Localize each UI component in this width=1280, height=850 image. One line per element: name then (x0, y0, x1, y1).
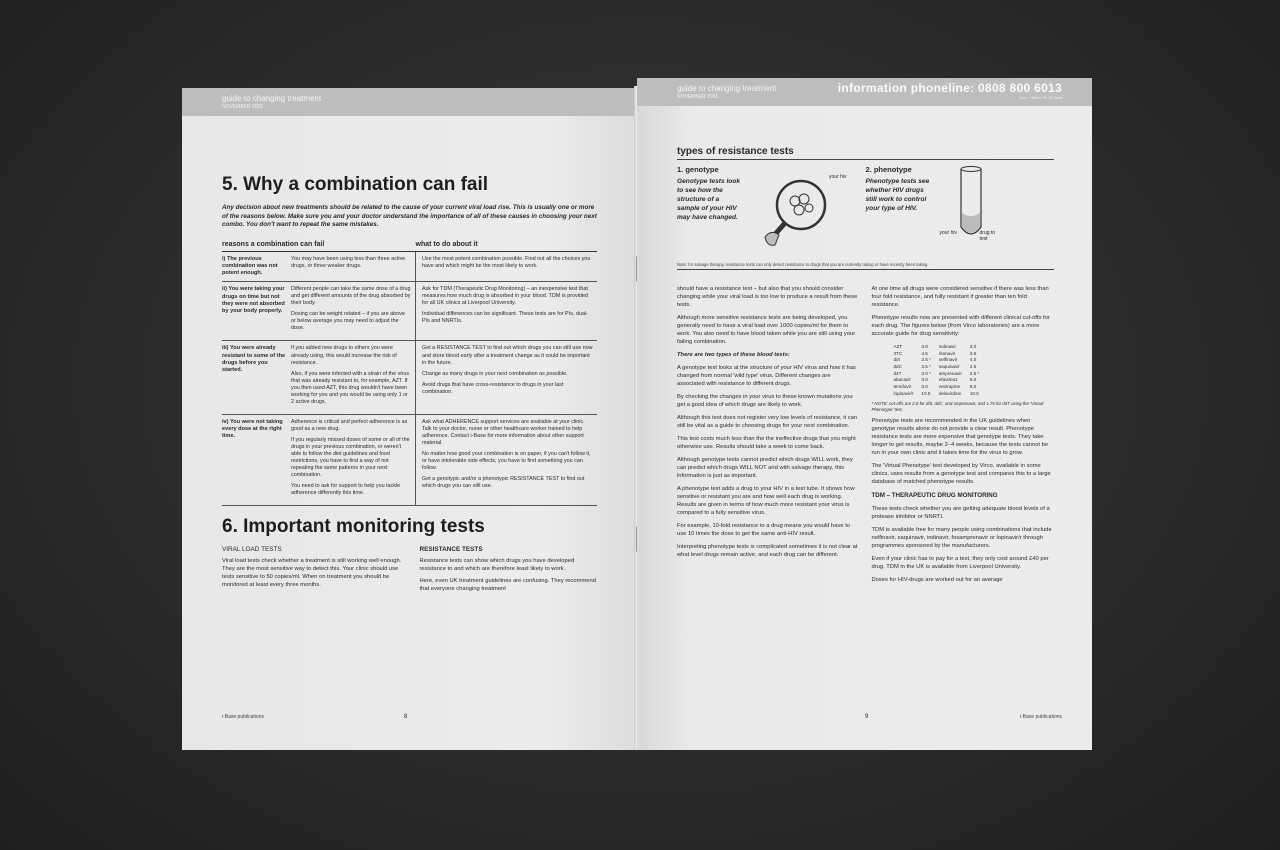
paragraph: The 'Virtual Phenotype' test developed by Virco, available in some clinics, uses results from a genotype test and compares this to a large database of matched phenotype results. (871, 463, 1051, 486)
row-detail (291, 414, 416, 505)
right-column-1 (677, 286, 860, 590)
detail-text: Dosing can be weight related – if you are above or below average you may need to adjust the dose. (291, 311, 405, 332)
cutoff-note: * NOTE: cut-offs are 2.0 for ddI, ddC, and amprenavir, and 1.75 for d4T using the 'Virtual Phenotype' test. (871, 401, 1044, 413)
row-detail (291, 282, 416, 341)
phoneline-banner: information phoneline: 0808 800 6013 (837, 81, 1062, 95)
paragraph: A genotype test looks at the structure of your HIV virus and how it has changed from normal 'wild type' virus. Different changes are associated with resistance to different drugs. (677, 364, 856, 387)
paragraph: Phenotype results now are presented with different clinical cut-offs for each drug. The figures below (from Virco laboratories) are a more accurate guide for drug sensitivity: (871, 314, 1050, 337)
detail-text: Different people can take the same dose of a drug and get different amounts of the drug absorbed by their body. (291, 286, 411, 307)
resistance-text-2: Here, even UK treatment guidelines are confusing. They recommend that everyone changing treatment (419, 578, 596, 592)
drug-values-a: 4.0 4.5 3.5 * 3.5 * 3.0 * 3.0 3.0 10.0 (921, 343, 931, 396)
left-header-date: NOVEMBER 2001 (222, 104, 264, 110)
row-detail (291, 341, 416, 414)
detail-text: Also, if you were infected with a strain of the virus that was already resistant to, for example, AZT. If you then used AZT, this drug wouldn't have been working for you and you would be using only 1 or 2 active drugs. (291, 370, 410, 405)
drug-names-a: AZT 3TC ddI ddC d4T abacavir tenofovir lopinavir/r (893, 343, 914, 396)
genotype-heading: 1. genotype (677, 165, 719, 174)
action-text: Individual differences can be significant. These tests are for PIs, dual-PIs and NNRTIs. (422, 311, 588, 325)
genotype-description: Genotype tests look to see how the structure of a sample of your HIV may have changed. (677, 178, 741, 221)
paragraph: TDM is available free for many people using combinations that include nelfinavir, saquinavir, indinavir, fosamprenavir or lopinavir/r through programmes sponsored by the manufacturers. (871, 526, 1052, 549)
row-detail (291, 251, 416, 282)
paragraph: By checking the changes in your virus to these known mutations you get a good idea of which drugs are likely to work. (677, 393, 853, 408)
paragraph: Although this test does not register very low levels of resistance, it can still be vital as a guide to choosing drugs for your next combination. (677, 414, 858, 429)
magnifier-icon (759, 171, 849, 251)
detail-text: If you added new drugs to others you were already using, this would increase the risk of resistance. (291, 345, 397, 366)
row-action (416, 251, 598, 282)
paragraph: At one time all drugs were considered sensitive if there was less than four fold resistance, and fully resistant if greater than ten fold resistance. (871, 286, 1049, 308)
paragraph: Although more sensitive resistance tests are being developed, you generally need to have a viral load over 1000 copies/ml for them to work. You also need to have blood taken while you are still using your failing combination. (677, 314, 856, 345)
viral-load-column (222, 546, 402, 598)
paragraph: Even if your clinic has to pay for a test, they only cost around £40 per drug. TDM in the UK is available from Liverpool University. (871, 555, 1049, 570)
right-text-columns (677, 286, 1054, 590)
action-text: No matter how good your combination is on paper, if you can't follow it, or have intolerable side effects, you have to find something you can follow. (422, 450, 591, 471)
table-header-reasons: reasons a combination can fail (222, 238, 416, 252)
phoneline-hours: Mon • Wed • Fri 12-4pm (1019, 95, 1062, 100)
detail-text: You need to ask for support to help you tackle adherence differently this time. (291, 482, 401, 496)
paragraph: This test costs much less than the the ineffective drugs that you might otherwise use. Results should take a week to come back. (677, 435, 856, 450)
action-text: Ask for TDM (Therapeutic Drug Monitoring) – an inexpensive test that measures how much drug is absorbed in your blood. TDM is provided for all UK clinics at Liverpool University. (422, 286, 588, 307)
resistance-column (420, 546, 600, 598)
resistance-text-1: Resistance tests can show which drugs you have developed resistance to and which are therefore least likely to work. (419, 558, 575, 573)
salvage-note: Note: for salvage therapy, resistance tests can only detect resistance to drugs that you are currently taking or have recently been taking. (677, 262, 929, 267)
detail-text: Adherence is critical and perfect adherence is as good as a new drug. (291, 418, 408, 432)
detail-text: You may have been using less than three active drugs, or three weaker drugs. (291, 255, 406, 269)
left-page-number: 8 (404, 714, 408, 720)
drug-values-b: 3.0 3.5 4.0 2.5 2.5 * 6.0 8.0 10.0 (969, 343, 980, 396)
viral-load-text: Viral load tests check whether a treatment is still working well enough. They are the most sensitive way to detect this. Your clinic should use tests sensitive to 50 copies/ml. When on treatment you should be monitored at least every three months. (222, 558, 402, 588)
drug-names-b: indinavir ritonavir nelfinavir saquinavir amprenavir efavirenz nevirapine delavirdine (938, 343, 962, 396)
genotype-panel (677, 163, 866, 269)
phenotype-drug-label: drug to test (979, 230, 996, 242)
table-row (222, 251, 597, 282)
table-row (222, 282, 597, 341)
resistance-heading: RESISTANCE TESTS (419, 545, 483, 553)
table-row (222, 341, 597, 414)
row-action (416, 341, 598, 414)
action-text: Use the most potent combination possible. Find out all the choices you have and which might be the most likely to work. (422, 255, 591, 269)
right-footer: i-Base publications (1020, 714, 1062, 720)
row-action (416, 414, 598, 505)
phenotype-description: Phenotype tests see whether HIV drugs still work to control your type of HIV. (865, 178, 930, 212)
paragraph: A phenotype test adds a drug to your HIV in a test tube. It shows how sensitive or resistant you are and how well each drug is working. Results are given in terms of how much more resistant your virus is compared to a fully sensitive virus. (677, 485, 855, 516)
right-header-title: guide to changing treatment (677, 84, 777, 93)
row-reason: iv) You were not taking every dose at the right time. (222, 414, 291, 505)
paragraph: These tests check whether you are getting adequate blood levels of a protease inhibitor or NNRTI. (871, 505, 1050, 520)
detail-text: If you regularly missed doses of some or all of the drugs in your previous combination, or weren't able to follow the diet guidelines and food restrictions, you have to find a way of not repeating the same patterns in your next combination. (291, 436, 410, 478)
table-row (222, 414, 597, 505)
row-reason: ii) You were taking your drugs on time but not they were not absorbed by your body properly. (222, 282, 291, 341)
section-5-title: 5. Why a combination can fail (222, 174, 489, 195)
left-page (182, 88, 637, 750)
monitoring-columns (222, 546, 599, 598)
right-page-number: 9 (865, 714, 869, 720)
paragraph: should have a resistance test – but also that you should consider changing while your viral load is too low to produce a result from these tests. (677, 286, 858, 308)
open-booklet (182, 78, 1092, 750)
section-6-title: 6. Important monitoring tests (222, 515, 485, 537)
phenotype-panel (866, 163, 1055, 269)
right-page (637, 78, 1092, 750)
row-action (416, 282, 598, 341)
left-header-title: guide to changing treatment (222, 94, 322, 103)
right-column-2 (872, 286, 1055, 590)
paragraph: Although genotype tests cannot predict which drugs WILL work, they can predict which drugs WILL NOT and with salvage therapy, this information is just as important. (677, 456, 853, 479)
drug-cutoff-table (894, 344, 1055, 397)
reasons-table (222, 238, 597, 506)
right-header (637, 78, 1092, 106)
action-text: Ask what ADHERENCE support services are available at your clinic. Talk to your doctor, nurse or other healthcare worker trained to help adherence. Contact i-Base for more information about other support material. (422, 418, 585, 446)
table-header-actions: what to do about it (416, 238, 598, 252)
section-5-intro: Any decision about new treatments should be related to the cause of your current viral load rise. This is usually one or more of the reasons below. Make sure you and your doctor understand the importance of all of these causes in choosing your next combo. You don't want to repeat the same mistakes. (222, 204, 597, 228)
row-reason: i) The previous combination was not potent enough. (222, 251, 291, 282)
viral-load-heading: VIRAL LOAD TESTS (222, 545, 282, 553)
action-text: Avoid drugs that have cross-resistance to drugs in your last combination. (422, 381, 564, 395)
action-text: Get a genotypic and/or a phenotypic RESISTANCE TEST to find out which drugs you can still use. (422, 475, 585, 489)
paragraph: Doses for HIV-drugs are worked out for an average (871, 576, 1003, 583)
phenotype-heading: 2. phenotype (865, 165, 912, 174)
subheading: There are two types of these blood tests: (677, 351, 790, 358)
left-header (182, 88, 637, 116)
resistance-types-box (677, 163, 1054, 270)
left-footer: i-Base publications (222, 714, 264, 720)
paragraph: Phenotype tests are recommended in the UK guidelines when genotype results alone do not provide a clear result. Phenotype resistance tests are more expensive that genotype tests. They take longer to get results, maybe 2–4 weeks, because the tests cannot be run in your own clinic and it takes time for the virus to grow. (871, 418, 1049, 457)
genotype-hiv-label: your hiv (829, 174, 847, 180)
paragraph: Interpreting phenotype tests is complicated sometimes it is not clear at what level drugs remain active, and each drug can be different. (677, 543, 858, 558)
tdm-heading: TDM – THERAPEUTIC DRUG MONITORING (871, 492, 998, 500)
action-text: Get a RESISTANCE TEST to find out which drugs you can still use now and store blood early after a treatment change as it could be important in the future. (422, 345, 593, 366)
right-header-date: NOVEMBER 2001 (677, 94, 719, 100)
paragraph: For example, 10-fold resistance to a drug means you would have to use 10 times the dose to get the same anti-HIV result. (677, 522, 851, 537)
action-text: Change as many drugs in your next combination as possible. (422, 370, 568, 377)
phenotype-hiv-label: your hiv (939, 230, 958, 236)
row-reason: iii) You were already resistant to some of the drugs before you started. (222, 341, 291, 414)
resistance-box-title: types of resistance tests (677, 146, 1054, 160)
